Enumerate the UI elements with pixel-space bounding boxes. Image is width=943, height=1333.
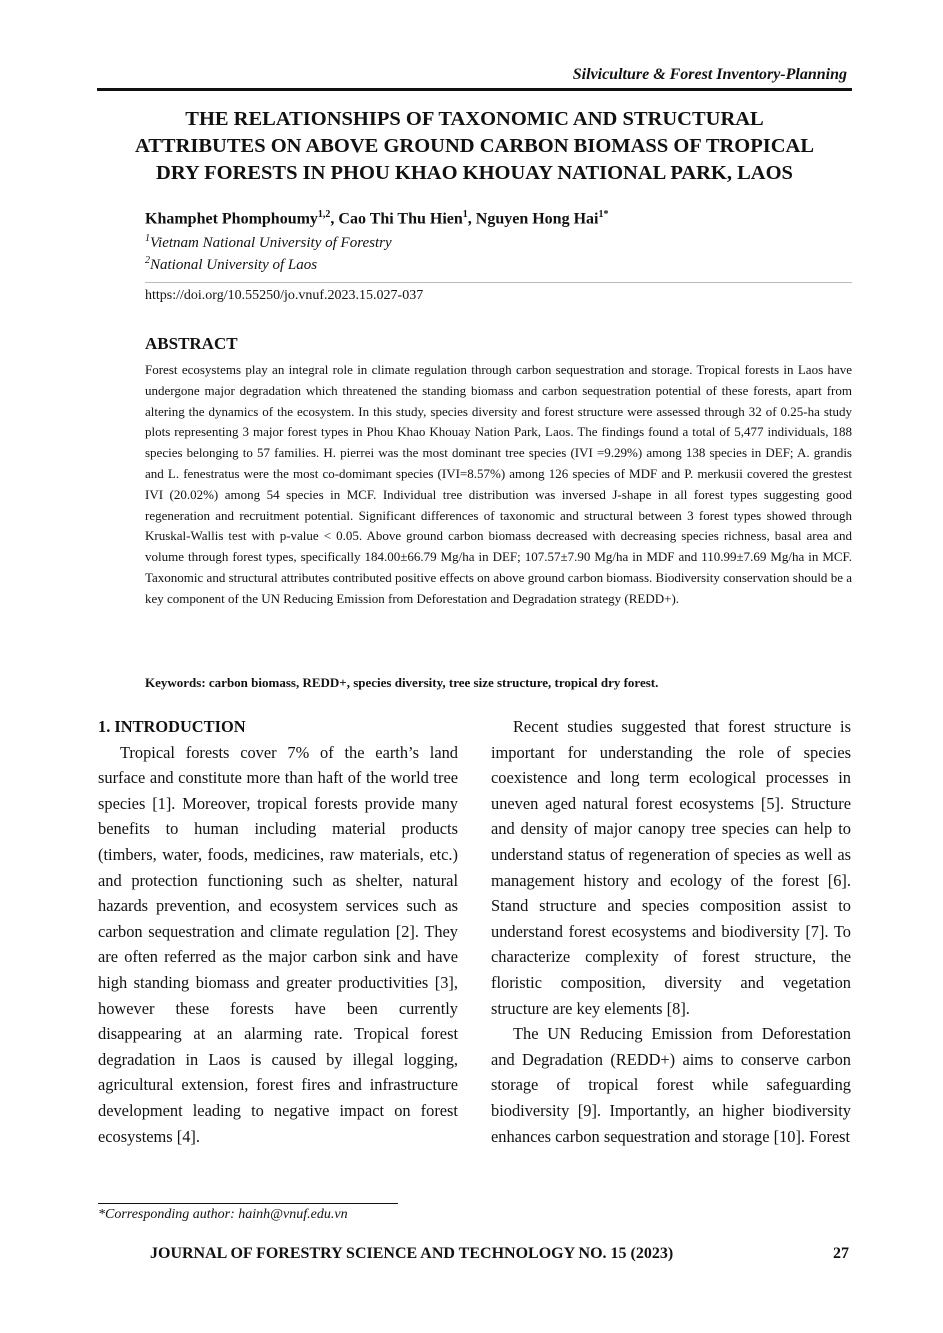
header-rule [97,88,852,91]
affiliation [145,255,317,274]
footnote-corresponding-author: *Corresponding author: hainh@vnuf.edu.vn [98,1207,348,1222]
abstract-heading: ABSTRACT [145,334,238,353]
affiliation [145,233,392,252]
paper-title [97,106,852,187]
affiliation-text: Vietnam National University of Forestry [150,235,392,251]
right-column [491,714,851,1149]
left-column [98,714,458,1149]
body-paragraph: Recent studies suggested that forest structure is important for understanding the role of species coexistence and long term ecological processes in uneven aged natural forest ecosystems [5]. Structure and density of major canopy tree species can help to understand status of regeneration of species as well as management history and ecology of the forest [6]. Stand structure and species composition assist to understand forest ecosystems and biodiversity [7]. To characterize complexity of forest structure, the floristic composition, diversity and vegetation structure are key elements [8]. [491,717,851,1018]
title-line: DRY FORESTS IN PHOU KHAO KHOUAY NATIONAL PARK, LAOS [156,162,793,184]
author-affil-sup: 1* [598,209,609,220]
author-name: Cao Thi Thu Hien [338,210,463,228]
author-list [145,209,608,228]
author-separator: , [330,210,339,228]
author-separator: , [467,210,476,228]
body-paragraph: Tropical forests cover 7% of the earth’s land surface and constitute more than haft of the world tree species [1]. Moreover, tropical forests provide many benefits to human including material products (timbers, water, foods, medicines, raw materials, etc.) and protection functioning such as shelter, natural hazards prevention, and ecosystem services such as carbon sequestration and climate regulation [2]. They are often referred as the major carbon sink and have high standing biomass and greater productivities [3], however these forests have been currently disappearing at an alarming rate. Tropical forest degradation in Laos is caused by illegal logging, agricultural extension, forest fires and infrastructure development leading to negative impact on forest ecosystems [4]. [98,742,458,1146]
doi-link[interactable]: https://doi.org/10.55250/jo.vnuf.2023.15.027-037 [145,288,424,303]
journal-footer: JOURNAL OF FORESTRY SCIENCE AND TECHNOLOGY NO. 15 (2023) [150,1245,674,1262]
affiliation-text: National University of Laos [150,257,318,273]
author-name: Nguyen Hong Hai [475,210,599,228]
keywords: Keywords: carbon biomass, REDD+, species diversity, tree size structure, tropical dry forest. [145,675,659,690]
affiliation-sup: 2 [145,255,150,266]
section-heading: 1. INTRODUCTION [98,717,246,736]
author-affil-sup: 1,2 [317,209,331,220]
running-header: Silviculture & Forest Inventory-Planning [572,66,847,83]
body-paragraph: The UN Reducing Emission from Deforestation and Degradation (REDD+) aims to conserve carbon storage of tropical forest while safeguarding biodiversity [9]. Importantly, an higher biodiversity enhances carbon sequestration and storage [10]. Forest [491,1024,851,1146]
title-line: ATTRIBUTES ON ABOVE GROUND CARBON BIOMASS OF TROPICAL [134,135,815,157]
affiliation-sup: 1 [145,233,150,244]
abstract-text: Forest ecosystems play an integral role in climate regulation through carbon sequestration and storage. Tropical forests in Laos have undergone major degradation which threatened the standing biomass and carbon sequestration potential of these forests, apart from altering the dynamics of the ecosystem. In this study, species diversity and forest structure were assessed through 32 of 0.25-ha study plots representing 3 major forest types in Phou Khao Khouay Nation Park, Laos. The findings found a total of 5,477 individuals, 188 species belonging to 57 families. H. pierrei was the most dominant tree species (IVI =9.29%) among 138 species in DEF; A. grandis and L. fenestratus were the most co-domimant species (IVI=8.57%) among 126 species of MDF and P. merkusii covered the grestest IVI (20.02%) among 54 species in MCF. Individual tree distribution was inversed J-shape in all forest types suggesting good regeneration and recruitment potential. Significant differences of taxonomic and structural between 3 forest types showed through Kruskal-Wallis test with p-value < 0.05. Above ground carbon biomass decreased with decreasing species richness, basal area and volume through forest types, specifically 184.00±66.79 Mg/ha in DEF; 107.57±7.90 Mg/ha in MDF and 110.99±7.69 Mg/ha in MCF. Taxonomic and structural attributes contributed positive effects on above ground carbon biomass. Biodiversity conservation should be a key component of the UN Reducing Emission from Deforestation and Degradation strategy (REDD+). [145,362,852,606]
title-line: THE RELATIONSHIPS OF TAXONOMIC AND STRUCTURAL [185,108,764,130]
doi-rule [145,282,852,283]
footnote-rule [98,1203,398,1204]
author-affil-sup: 1 [462,209,468,220]
author-name: Khamphet Phomphoumy [145,210,318,228]
page-number: 27 [833,1245,849,1262]
